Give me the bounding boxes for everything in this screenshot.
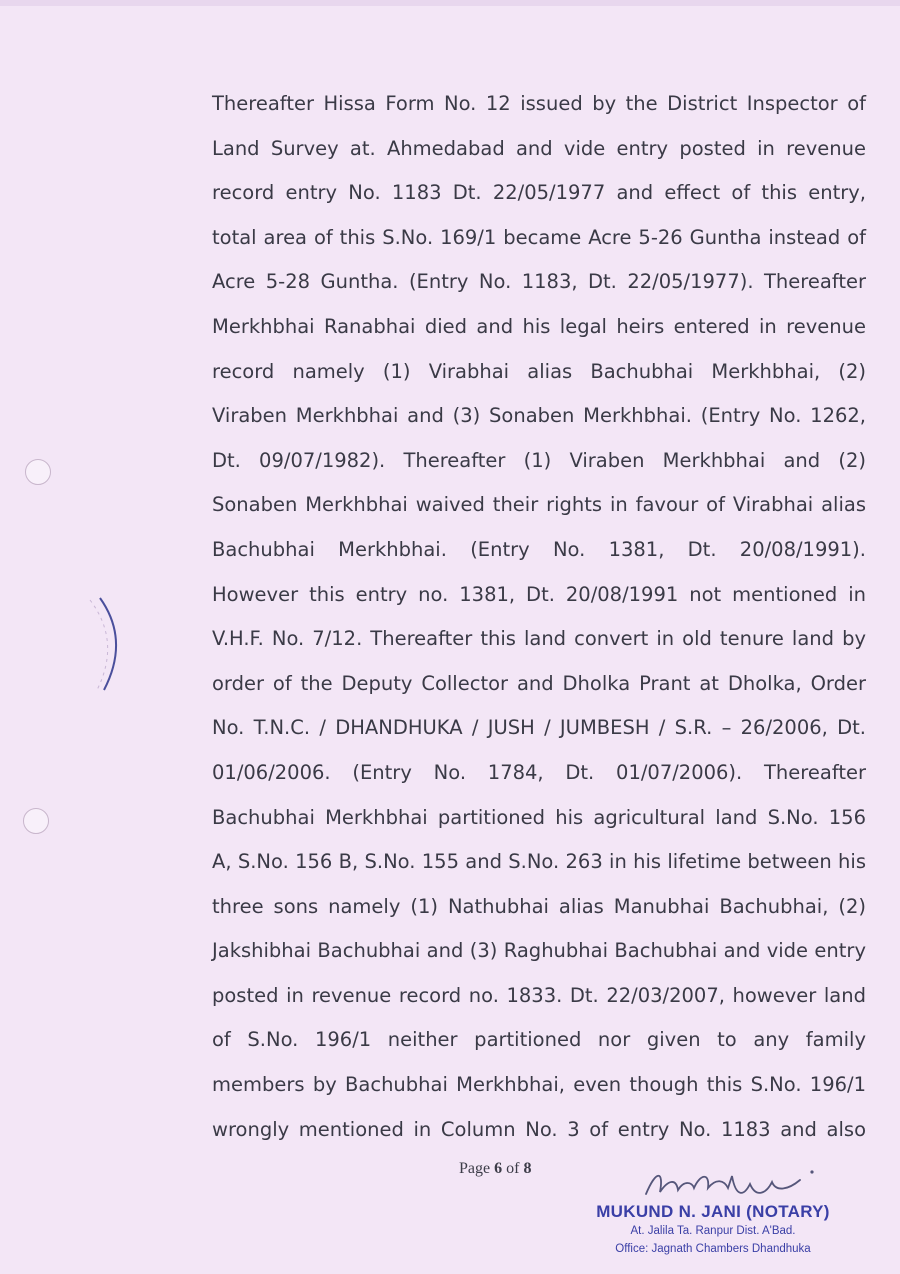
document-body [212,82,866,1152]
text-line: wrongly mentioned in Column No. 3 of entry No. 1183 and also [212,1117,866,1141]
text-line: posted in revenue record no. 1833. Dt. 22/03/2007, however land [212,983,866,1007]
text-line: Jakshibhai Bachubhai and (3) Raghubhai Bachubhai and vide entry [212,939,866,963]
text-line: Bachubhai Merkhbhai partitioned his agricultural land S.No. 156 [212,805,866,829]
notary-stamp [578,1202,848,1258]
text-line: Merkhbhai Ranabhai died and his legal heirs entered in revenue [212,314,866,338]
top-edge-shadow [0,0,900,6]
text-line: total area of this S.No. 169/1 became Acre 5-26 Guntha instead of [212,225,866,249]
text-line: Land Survey at. Ahmedabad and vide entry posted in revenue [212,136,866,160]
text-line: Viraben Merkhbhai and (3) Sonaben Merkhbhai. (Entry No. 1262, [212,404,866,428]
text-line: Bachubhai Merkhbhai. (Entry No. 1381, Dt. 20/08/1991). [212,537,866,561]
text-line: three sons namely (1) Nathubhai alias Manubhai Bachubhai, (2) [212,894,866,918]
text-line: Thereafter Hissa Form No. 12 issued by the District Inspector of [212,92,866,115]
text-line: of S.No. 196/1 neither partitioned nor given to any family [212,1028,866,1052]
page-of: of [506,1160,520,1177]
text-line: 01/06/2006. (Entry No. 1784, Dt. 01/07/2006). Thereafter [212,760,866,784]
text-line: A, S.No. 156 B, S.No. 155 and S.No. 263 in his lifetime between his [212,850,866,874]
text-line: However this entry no. 1381, Dt. 20/08/1991 not mentioned in [212,582,866,606]
text-line: order of the Deputy Collector and Dholka Prant at Dholka, Order [212,671,866,695]
punch-hole-upper [25,459,51,485]
page-number [459,1160,531,1178]
text-line: No. T.N.C. / DHANDHUKA / JUSH / JUMBESH / S.R. – 26/2006, Dt. [212,716,866,740]
text-line: V.H.F. No. 7/12. Thereafter this land convert in old tenure land by [212,627,866,651]
text-line: record entry No. 1183 Dt. 22/05/1977 and effect of this entry, [212,181,866,205]
notary-office: Office: Jagnath Chambers Dhandhuka [615,1243,811,1255]
text-line: record namely (1) Virabhai alias Bachubhai Merkhbhai, (2) [212,359,866,383]
page-total: 8 [523,1160,532,1177]
notary-signature [636,1158,836,1208]
punch-hole-lower [23,808,49,834]
notary-name: MUKUND N. JANI (NOTARY) [596,1202,830,1221]
text-line: members by Bachubhai Merkhbhai, even though this S.No. 196/1 [212,1073,866,1097]
text-line: Sonaben Merkhbhai waived their rights in favour of Virabhai alias [212,493,866,517]
text-line: Acre 5-28 Guntha. (Entry No. 1183, Dt. 22/05/1977). Thereafter [212,270,866,294]
notary-address: At. Jalila Ta. Ranpur Dist. A'Bad. [630,1225,796,1237]
margin-seal-mark [78,590,138,700]
text-line: Dt. 09/07/1982). Thereafter (1) Viraben Merkhbhai and (2) [212,448,866,472]
page-label: Page [459,1160,491,1177]
page-current: 6 [494,1160,503,1177]
